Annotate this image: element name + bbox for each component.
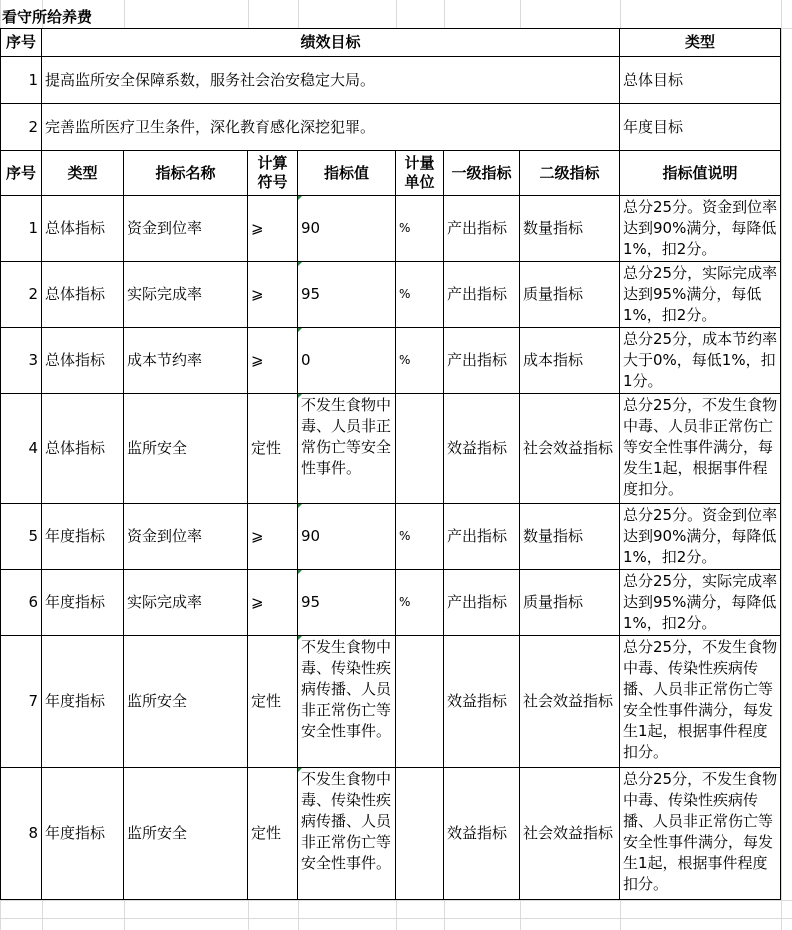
ind-level2[interactable]: 质量指标 [520, 570, 620, 636]
gridline [781, 0, 782, 930]
goal-header[interactable]: 绩效目标 [42, 28, 620, 57]
ind-type[interactable]: 总体指标 [42, 196, 124, 262]
ind-seq[interactable]: 2 [0, 262, 42, 328]
ind-level1[interactable]: 效益指标 [444, 636, 520, 768]
ind-value-text: 0 [301, 351, 311, 369]
ind-value-text: 不发生食物中毒、传染性疾病传播、人员非正常伤亡等安全性事件。 [301, 638, 392, 740]
ind-desc[interactable]: 总分25分，不发生食物中毒、传染性疾病传播、人员非正常伤亡等安全性事件满分，每发生1起，根据事件程度扣分。 [620, 768, 781, 900]
ind-seq[interactable]: 6 [0, 570, 42, 636]
ind-value[interactable] [298, 636, 396, 768]
ind-op[interactable]: 定性 [248, 636, 298, 768]
ind-type[interactable]: 年度指标 [42, 768, 124, 900]
ind-level2[interactable]: 数量指标 [520, 196, 620, 262]
ind-level2[interactable]: 数量指标 [520, 504, 620, 570]
ind-level2[interactable]: 社会效益指标 [520, 636, 620, 768]
ind-value[interactable] [298, 570, 396, 636]
ind-level1[interactable]: 效益指标 [444, 394, 520, 504]
ind-op[interactable]: 定性 [248, 768, 298, 900]
ind-value[interactable] [298, 768, 396, 900]
ind-op[interactable]: ⩾ [248, 262, 298, 328]
ind-value[interactable] [298, 196, 396, 262]
ind-value-text: 不发生食物中毒、传染性疾病传播、人员非正常伤亡等安全性事件。 [301, 770, 392, 872]
ind-name[interactable]: 监所安全 [124, 394, 248, 504]
cell-comment-marker [298, 262, 302, 266]
ind-value[interactable] [298, 262, 396, 328]
ind-desc[interactable]: 总分25分，实际完成率达到95%满分，每低1%，扣2分。 [620, 262, 781, 328]
ind-type[interactable]: 总体指标 [42, 262, 124, 328]
ind-desc[interactable]: 总分25分，不发生食物中毒、人员非正常伤亡等安全性事件满分，每发生1起，根据事件程度扣分。 [620, 394, 781, 504]
goal-text[interactable]: 完善监所医疗卫生条件，深化教育感化深挖犯罪。 [42, 104, 620, 151]
ind-unit[interactable] [396, 394, 444, 504]
ind-unit[interactable] [396, 768, 444, 900]
cell-comment-marker [298, 570, 302, 574]
ind-level2[interactable]: 社会效益指标 [520, 394, 620, 504]
cell-comment-marker [298, 328, 302, 332]
ind-desc[interactable]: 总分25分，实际完成率达到95%满分，每降低1%，扣2分。 [620, 570, 781, 636]
ind-name[interactable]: 实际完成率 [124, 570, 248, 636]
ind-level1-header[interactable]: 一级指标 [444, 151, 520, 196]
ind-seq-header[interactable]: 序号 [0, 151, 42, 196]
ind-desc[interactable]: 总分25分。资金到位率达到90%满分，每降低1%，扣2分。 [620, 504, 781, 570]
ind-value-text: 90 [301, 219, 321, 237]
ind-seq[interactable]: 5 [0, 504, 42, 570]
ind-name-header[interactable]: 指标名称 [124, 151, 248, 196]
ind-level1[interactable]: 产出指标 [444, 504, 520, 570]
ind-type[interactable]: 总体指标 [42, 328, 124, 394]
ind-unit[interactable]: % [396, 262, 444, 328]
goal-seq[interactable]: 2 [0, 104, 42, 151]
cell-comment-marker [298, 636, 302, 640]
ind-type[interactable]: 年度指标 [42, 504, 124, 570]
cell-comment-marker [298, 394, 302, 398]
ind-type-header[interactable]: 类型 [42, 151, 124, 196]
ind-level2[interactable]: 质量指标 [520, 262, 620, 328]
goal-type[interactable]: 年度目标 [620, 104, 781, 151]
ind-name[interactable]: 成本节约率 [124, 328, 248, 394]
ind-level1[interactable]: 产出指标 [444, 196, 520, 262]
goal-text[interactable]: 提高监所安全保障系数，服务社会治安稳定大局。 [42, 57, 620, 104]
ind-value-header[interactable]: 指标值 [298, 151, 396, 196]
ind-value[interactable] [298, 328, 396, 394]
ind-name[interactable]: 实际完成率 [124, 262, 248, 328]
ind-level2-header[interactable]: 二级指标 [520, 151, 620, 196]
ind-desc[interactable]: 总分25分。资金到位率达到90%满分，每降低1%，扣2分。 [620, 196, 781, 262]
ind-unit[interactable] [396, 636, 444, 768]
ind-value-text: 95 [301, 285, 321, 303]
ind-level1[interactable]: 产出指标 [444, 262, 520, 328]
cell-comment-marker [298, 768, 302, 772]
ind-unit[interactable]: % [396, 570, 444, 636]
ind-value-text: 90 [301, 527, 321, 545]
ind-type[interactable]: 年度指标 [42, 570, 124, 636]
goal-seq-header[interactable]: 序号 [0, 28, 42, 57]
ind-level1[interactable]: 产出指标 [444, 328, 520, 394]
ind-seq[interactable]: 3 [0, 328, 42, 394]
ind-name[interactable]: 监所安全 [124, 636, 248, 768]
ind-unit[interactable]: % [396, 196, 444, 262]
ind-value-text: 不发生食物中毒、人员非正常伤亡等安全性事件。 [301, 396, 392, 477]
ind-seq[interactable]: 4 [0, 394, 42, 504]
ind-desc-header[interactable]: 指标值说明 [620, 151, 781, 196]
ind-unit[interactable]: % [396, 504, 444, 570]
ind-desc[interactable]: 总分25分，不发生食物中毒、传染性疾病传播、人员非正常伤亡等安全性事件满分，每发生1起，根据事件程度扣分。 [620, 636, 781, 768]
goal-type[interactable]: 总体目标 [620, 57, 781, 104]
ind-op[interactable]: ⩾ [248, 504, 298, 570]
sheet-title[interactable]: 看守所给养费 [2, 8, 93, 26]
ind-name[interactable]: 监所安全 [124, 768, 248, 900]
cell-comment-marker [298, 504, 302, 508]
ind-op[interactable]: ⩾ [248, 196, 298, 262]
ind-level1[interactable]: 效益指标 [444, 768, 520, 900]
cell-comment-marker [298, 196, 302, 200]
ind-op-header[interactable]: 计算符号 [248, 151, 298, 196]
ind-value[interactable] [298, 394, 396, 504]
ind-level2[interactable]: 成本指标 [520, 328, 620, 394]
ind-name[interactable]: 资金到位率 [124, 196, 248, 262]
goal-seq[interactable]: 1 [0, 57, 42, 104]
ind-value[interactable] [298, 504, 396, 570]
ind-level1[interactable]: 产出指标 [444, 570, 520, 636]
ind-op[interactable]: ⩾ [248, 328, 298, 394]
ind-type[interactable]: 总体指标 [42, 394, 124, 504]
ind-type[interactable]: 年度指标 [42, 636, 124, 768]
goal-type-header[interactable]: 类型 [620, 28, 781, 57]
ind-seq[interactable]: 8 [0, 768, 42, 900]
ind-desc[interactable]: 总分25分，成本节约率大于0%，每低1%，扣1分。 [620, 328, 781, 394]
ind-value-text: 95 [301, 593, 321, 611]
ind-level2[interactable]: 社会效益指标 [520, 768, 620, 900]
ind-unit-header[interactable]: 计量单位 [396, 151, 444, 196]
ind-op[interactable]: 定性 [248, 394, 298, 504]
ind-op[interactable]: ⩾ [248, 570, 298, 636]
ind-seq[interactable]: 7 [0, 636, 42, 768]
ind-unit[interactable]: % [396, 328, 444, 394]
ind-name[interactable]: 资金到位率 [124, 504, 248, 570]
ind-seq[interactable]: 1 [0, 196, 42, 262]
